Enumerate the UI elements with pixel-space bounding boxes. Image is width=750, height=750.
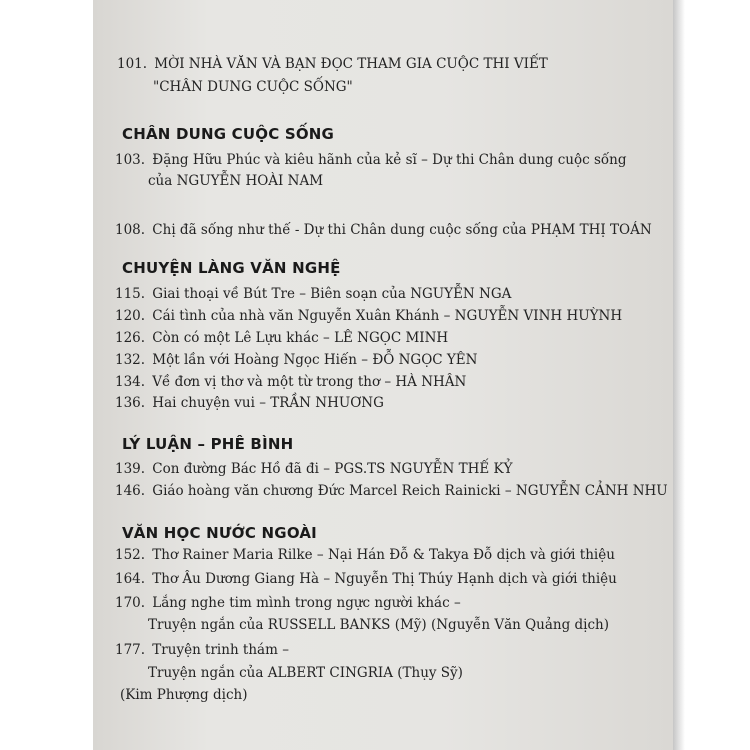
toc-number: 152. — [115, 547, 146, 563]
toc-title: Chị đã sống như thế - Dự thi Chân dung cuộc sống của PHẠM THỊ TOÁN — [152, 222, 652, 238]
toc-title: Cái tình của nhà văn Nguyễn Xuân Khánh – NGUYỄN VINH HUỲNH — [152, 308, 623, 324]
toc-entry-108 — [115, 221, 652, 239]
toc-title: Lắng nghe tim mình trong ngực người khác – — [152, 595, 461, 611]
toc-title: MỜI NHÀ VĂN VÀ BẠN ĐỌC THAM GIA CUỘC THI VIẾT — [154, 56, 548, 72]
toc-number: 103. — [115, 152, 146, 168]
toc-entry-177-cont: Truyện ngắn của ALBERT CINGRIA (Thụy Sỹ) — [148, 665, 463, 681]
toc-entry-115 — [115, 285, 511, 303]
toc-entry-164 — [115, 570, 617, 588]
toc-title: Con đường Bác Hồ đã đi – PGS.TS NGUYỄN THẾ KỶ — [152, 461, 513, 477]
section-heading-van-hoc-nuoc-ngoai: VĂN HỌC NƯỚC NGOÀI — [122, 524, 317, 542]
toc-entry-139 — [115, 460, 513, 478]
toc-title: Còn có một Lê Lựu khác – LÊ NGỌC MINH — [152, 330, 449, 346]
toc-number: 170. — [115, 595, 146, 611]
toc-entry-170-cont: Truyện ngắn của RUSSELL BANKS (Mỹ) (Nguyễn Văn Quảng dịch) — [148, 617, 610, 633]
toc-title: Thơ Rainer Maria Rilke – Nại Hán Đỗ & Takya Đỗ dịch và giới thiệu — [152, 547, 615, 563]
section-heading-chan-dung: CHÂN DUNG CUỘC SỐNG — [122, 125, 335, 143]
toc-number: 164. — [115, 571, 146, 587]
toc-number: 146. — [115, 483, 146, 499]
page-shadow — [673, 0, 685, 750]
toc-entry-101-cont: "CHÂN DUNG CUỘC SỐNG" — [153, 79, 353, 95]
toc-number: 115. — [115, 286, 146, 302]
toc-entry-170 — [115, 594, 461, 612]
toc-entry-152 — [115, 546, 615, 564]
toc-number: 134. — [115, 374, 146, 390]
toc-entry-134 — [115, 373, 466, 391]
toc-entry-177 — [115, 641, 289, 659]
toc-title: Giai thoại về Bút Tre – Biên soạn của NGUYỄN NGA — [152, 286, 512, 302]
toc-title: Giáo hoàng văn chương Đức Marcel Reich Rainicki – NGUYỄN CẢNH NHU — [152, 483, 668, 499]
toc-entry-101 — [117, 55, 548, 73]
toc-title: Một lần với Hoàng Ngọc Hiến – ĐỖ NGỌC YÊN — [152, 352, 478, 368]
toc-number: 108. — [115, 222, 146, 238]
toc-entry-120 — [115, 307, 622, 325]
toc-number: 120. — [115, 308, 146, 324]
toc-entry-103-cont: của NGUYỄN HOÀI NAM — [148, 173, 324, 189]
toc-number: 132. — [115, 352, 146, 368]
toc-title: Hai chuyện vui – TRẦN NHUƠNG — [152, 395, 384, 411]
toc-title: Thơ Âu Dương Giang Hà – Nguyễn Thị Thúy Hạnh dịch và giới thiệu — [152, 571, 617, 587]
toc-entry-146 — [115, 482, 668, 500]
toc-title: Truyện trinh thám – — [152, 642, 289, 658]
section-heading-chuyen-lang: CHUYỆN LÀNG VĂN NGHỆ — [122, 259, 341, 277]
toc-number: 136. — [115, 395, 146, 411]
toc-entry-132 — [115, 351, 477, 369]
toc-number: 101. — [117, 56, 148, 72]
toc-number: 126. — [115, 330, 146, 346]
toc-entry-103 — [115, 151, 626, 169]
toc-title: Đặng Hữu Phúc và kiêu hãnh của kẻ sĩ – Dự thi Chân dung cuộc sống — [152, 152, 627, 168]
section-heading-ly-luan: LÝ LUẬN – PHÊ BÌNH — [122, 435, 294, 453]
toc-entry-126 — [115, 329, 448, 347]
toc-number: 139. — [115, 461, 146, 477]
toc-number: 177. — [115, 642, 146, 658]
toc-title: Về đơn vị thơ và một từ trong thơ – HÀ NHÂN — [152, 374, 467, 390]
toc-entry-177-cont2: (Kim Phượng dịch) — [120, 687, 248, 703]
toc-entry-136 — [115, 394, 384, 412]
